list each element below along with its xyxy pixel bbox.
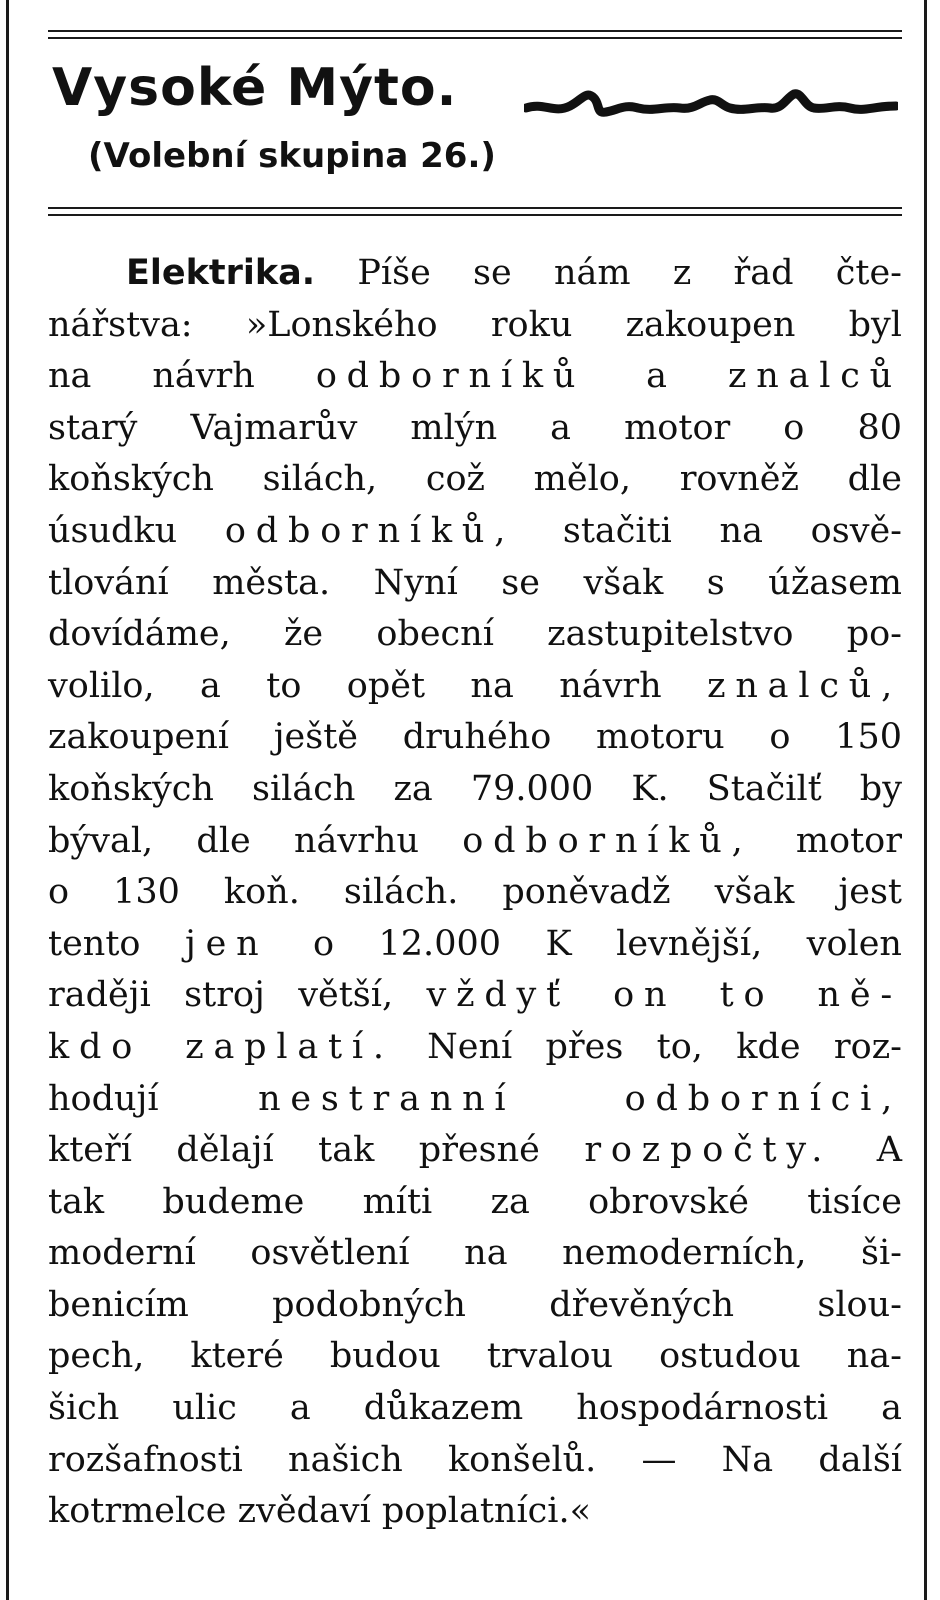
left-column-rule	[6, 0, 9, 1600]
section-title: Vysoké Mýto.	[52, 58, 458, 118]
article-text: hodují	[48, 1078, 259, 1119]
header-bottom-double-rule	[48, 207, 902, 217]
article-text: moderní osvětlení na nemoderních, ši-	[48, 1233, 902, 1274]
article-text: A	[832, 1130, 903, 1171]
article-text: raději stroj větší,	[48, 975, 427, 1016]
article-text: dovídáme, že obecní zastupitelstvo po-	[48, 614, 902, 655]
article-text: zakoupení ještě druhého motoru o 150	[48, 717, 902, 758]
article-lead-word: Elektrika.	[126, 253, 316, 293]
article-text: motor	[752, 820, 902, 861]
article-line	[48, 1125, 902, 1177]
article-text: koňských silách, což mělo, rovněž dle	[48, 459, 902, 500]
article-line	[48, 300, 902, 352]
emphasized-spaced-text: odborníků,	[224, 510, 516, 551]
article-text: rozšafnosti našich konšelů. — Na další	[48, 1439, 902, 1480]
rule-line	[48, 207, 902, 209]
article-line	[48, 558, 902, 610]
article-text: pech, které budou trvalou ostudou na-	[48, 1336, 902, 1377]
article-text: šich ulic a důkazem hospodárnosti a	[48, 1388, 902, 1429]
article-text: benicím podobných dřevěných slou-	[48, 1284, 902, 1325]
article-text: stačiti na osvě-	[515, 510, 903, 551]
article-line	[48, 1331, 902, 1383]
article-text: tak budeme míti za obrovské tisíce	[48, 1181, 902, 1222]
article-text: Píše se nám z řad čte-	[315, 253, 902, 293]
emphasized-spaced-text: jen	[184, 923, 269, 964]
emphasized-spaced-text: vždyť on to ně-	[426, 975, 902, 1016]
right-column-rule	[924, 0, 927, 1600]
article-text: volilo, a to opět na návrh	[48, 665, 708, 706]
article-line	[48, 1022, 902, 1074]
article-body	[48, 248, 902, 1538]
emphasized-spaced-text: znalců,	[707, 665, 902, 706]
article-text: o 12.000 K levnější, volen	[268, 923, 902, 964]
article-line	[48, 919, 902, 971]
rule-line	[48, 214, 902, 216]
article-text: úsudku	[48, 510, 225, 551]
article-line	[48, 1435, 902, 1487]
article-text: kotrmelce zvědaví poplatníci.«	[48, 1491, 591, 1532]
emphasized-spaced-text: rozpočty.	[584, 1130, 833, 1171]
top-double-rule	[48, 30, 902, 40]
article-text: starý Vajmarův mlýn a motor o 80	[48, 407, 902, 448]
article-text: kteří dělají tak přesné	[48, 1130, 585, 1171]
article-line	[48, 661, 902, 713]
emphasized-spaced-text: odborníků	[315, 356, 586, 397]
article-line	[48, 764, 902, 816]
article-line	[48, 351, 902, 403]
article-text: Není přes to, kde roz-	[393, 1026, 902, 1067]
article-line	[48, 506, 902, 558]
emphasized-spaced-text: kdo zaplatí.	[48, 1026, 394, 1067]
article-text: a	[585, 356, 728, 397]
article-text: koňských silách za 79.000 K. Stačilť by	[48, 768, 902, 809]
article-line	[48, 1280, 902, 1332]
article-line	[48, 1177, 902, 1229]
electoral-group-subtitle: (Volební skupina 26.)	[88, 136, 496, 176]
emphasized-spaced-text: nestranní odborníci,	[258, 1078, 903, 1119]
emphasized-spaced-text: odborníků,	[462, 820, 753, 861]
article-line	[48, 1228, 902, 1280]
article-line	[48, 867, 902, 919]
article-line	[48, 1074, 902, 1126]
emphasized-spaced-text: znalců	[728, 356, 902, 397]
rule-line	[48, 37, 902, 39]
article-text: tlování města. Nyní se však s úžasem	[48, 562, 902, 603]
article-line	[48, 970, 902, 1022]
article-line	[48, 454, 902, 506]
article-line	[48, 609, 902, 661]
article-text: nářstva: »Lonského roku zakoupen byl	[48, 304, 902, 345]
article-line	[48, 1383, 902, 1435]
article-line	[48, 403, 902, 455]
flourish-ornament	[524, 84, 898, 124]
article-line	[48, 248, 902, 300]
article-text: býval, dle návrhu	[48, 820, 463, 861]
article-text: tento	[48, 923, 185, 964]
article-line	[48, 712, 902, 764]
article-line	[48, 1486, 902, 1538]
article-line	[48, 816, 902, 868]
rule-line	[48, 30, 902, 32]
article-text: o 130 koň. silách. poněvadž však jest	[48, 872, 902, 913]
article-text: na návrh	[48, 356, 316, 397]
